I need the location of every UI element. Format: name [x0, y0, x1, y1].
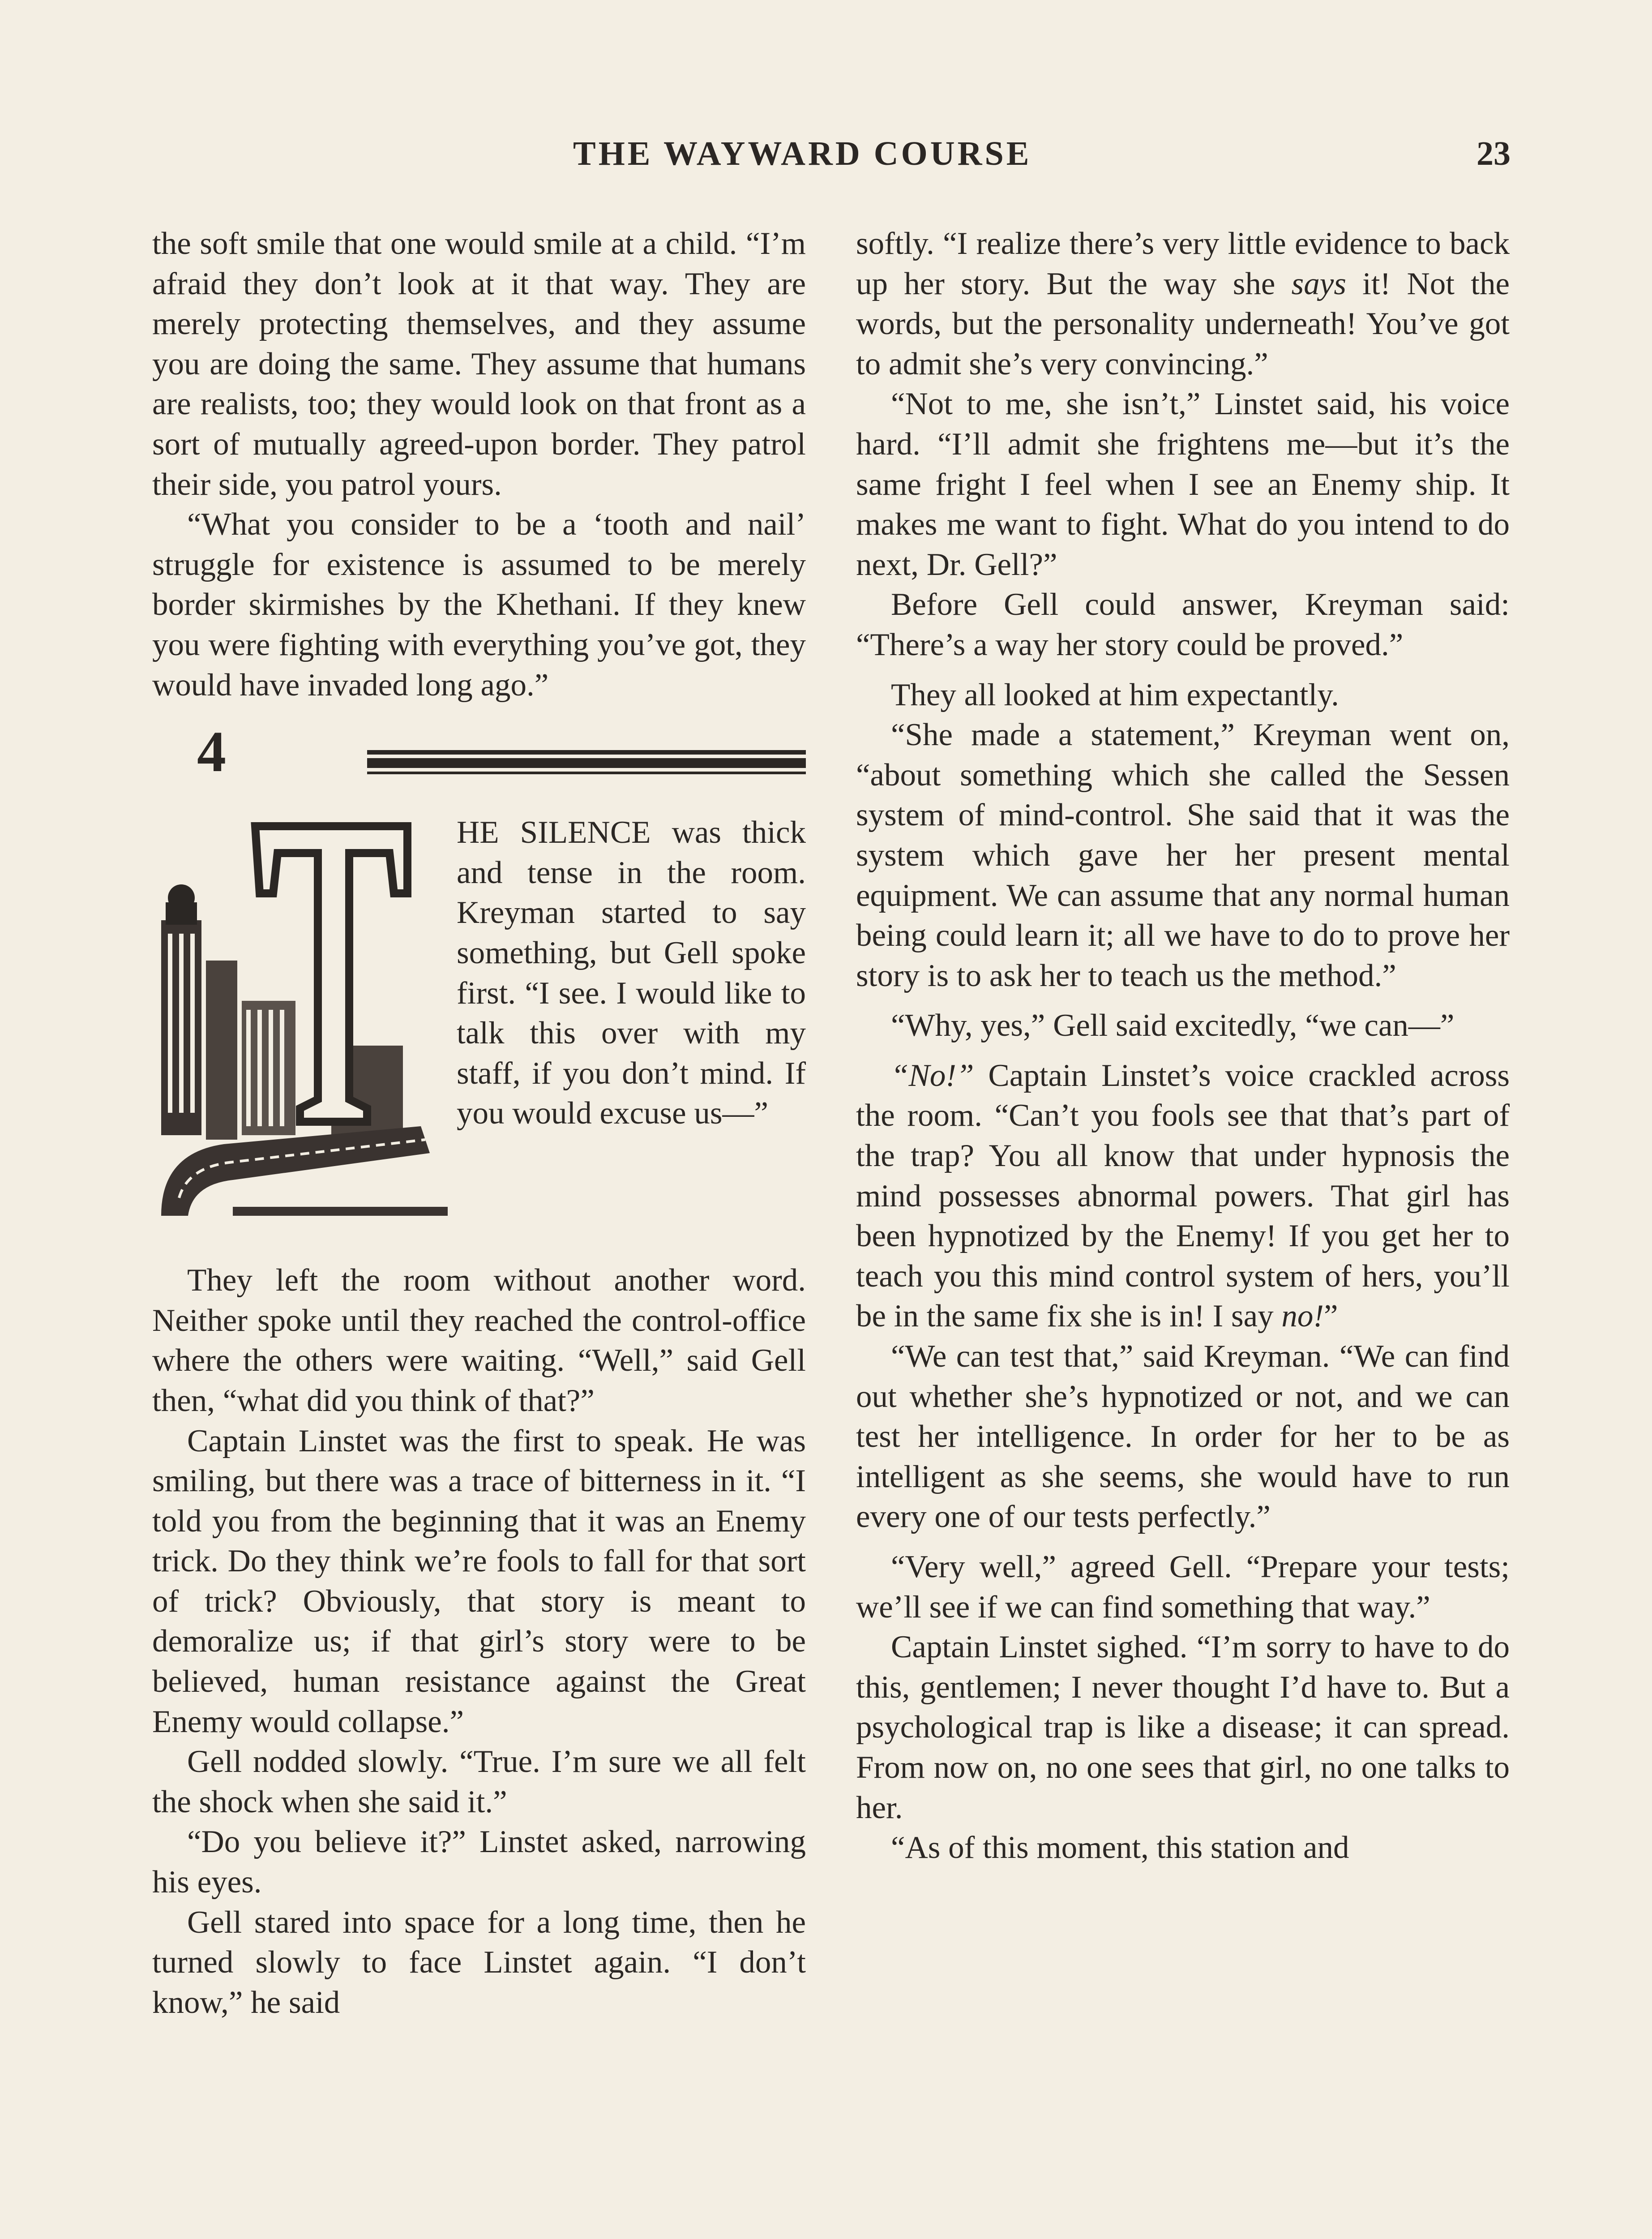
text-run: softly. “I realize there’s very little evidence to back up her story. But the way she — [856, 226, 1510, 301]
paragraph: Gell stared into space for a long time, then he turned slowly to face Linstet again. “I don’t know,” he said — [152, 1904, 806, 2020]
right-column — [856, 224, 1510, 1868]
page-number: 23 — [1477, 135, 1511, 172]
paragraph: “She made a statement,” Kreyman went on, “about something which she called the Sessen system of mind-control. She said that it was the system which gave her her present mental equipment. We can assume that any normal human being could learn it; all we have to do to prove her story is to ask her to teach us the method.” — [856, 717, 1510, 993]
paragraph: Captain Linstet was the first to speak. He was smiling, but there was a trace of bitterness in it. “I told you from the beginning that it was an Enemy trick. Do they think we’re fools to fall for that sort of trick? Obviously, that story is meant to demoralize us; if that girl’s story were to be believed, human resistance against the Great Enemy would collapse.” — [152, 1423, 806, 1739]
text-run: Captain Linstet’s voice crackled across the room. “Can’t you fools see that that’s part of the trap? You all know that under hypnosis the mind possesses abnormal powers. That girl has been hypnotized by the Enemy! If you get her to teach you this mind control system of hers, you’ll be in the same fix she is in! I say — [856, 1058, 1510, 1334]
text-run: ” — [1324, 1299, 1338, 1334]
emphasis: says — [1291, 266, 1346, 301]
paragraph: They all looked at him expectantly. — [891, 677, 1339, 712]
paragraph: Captain Linstet sighed. “I’m sorry to have to do this, gentlemen; I never thought I’d have to. But a psychological trap is like a disease; it can spread. From now on, no one sees that girl, no one talks to her. — [856, 1630, 1510, 1825]
paragraph — [856, 1056, 1510, 1337]
chapter-heading — [152, 720, 806, 804]
dropcap-block — [152, 813, 806, 1261]
paragraph: “Why, yes,” Gell said excitedly, “we can—” — [891, 1008, 1455, 1043]
paragraph: “What you consider to be a ‘tooth and nail’ struggle for existence is assumed to be merely border skirmishes by the Khethani. If they knew you were fighting with everything you’ve got, they would have invaded long ago.” — [152, 507, 806, 703]
dropcap-paragraph: HE SILENCE was thick and tense in the room. Kreyman started to say something, but Gell spoke first. “I see. I would like to talk this over with my staff, if you don’t mind. If you would excuse us—” — [457, 815, 806, 1131]
paragraph: “Not to me, she isn’t,” Linstet said, his voice hard. “I’ll admit she frightens me—but it’s the same fright I feel when I see an Enemy ship. It makes me want to fight. What do you intend to do next, Dr. Gell?” — [856, 386, 1510, 582]
paragraph: They left the room without another word. Neither spoke until they reached the control-office where the others were waiting. “Well,” said Gell then, “what did you think of that?” — [152, 1263, 806, 1418]
emphasis: no! — [1281, 1299, 1324, 1334]
paragraph: Before Gell could answer, Kreyman said: “There’s a way her story could be proved.” — [856, 587, 1510, 662]
left-column — [152, 224, 806, 2023]
paragraph: “As of this moment, this station and — [891, 1830, 1349, 1866]
city-skyline-dropcap-icon — [152, 813, 457, 1238]
chapter-rule-divider — [367, 750, 806, 777]
paragraph — [856, 224, 1510, 384]
paragraph: “Very well,” agreed Gell. “Prepare your tests; we’ll see if we can find something that way.” — [856, 1549, 1510, 1625]
emphasis: “No!” — [891, 1058, 974, 1093]
running-head-title: THE WAYWARD COURSE — [573, 135, 1032, 172]
paragraph: “We can test that,” said Kreyman. “We can find out whether she’s hypnotized or not, and we can test her intelligence. In order for her to be as intelligent as she seems, she would have to run every one of our tests perfectly.” — [856, 1339, 1510, 1535]
text-run: it! Not the words, but the personality underneath! You’ve got to admit she’s very convincing.” — [856, 266, 1510, 382]
paragraph: “Do you believe it?” Linstet asked, narrowing his eyes. — [152, 1824, 806, 1900]
chapter-number: 4 — [197, 720, 226, 785]
paragraph: Gell nodded slowly. “True. I’m sure we all felt the shock when she said it.” — [152, 1744, 806, 1819]
paragraph: the soft smile that one would smile at a child. “I’m afraid they don’t look at it that way. They are merely protecting themselves, and they assume you are doing the same. They assume that humans are realists, too; they would look on that front as a sort of mutually agreed-upon border. They patrol their side, you patrol yours. — [152, 226, 806, 502]
